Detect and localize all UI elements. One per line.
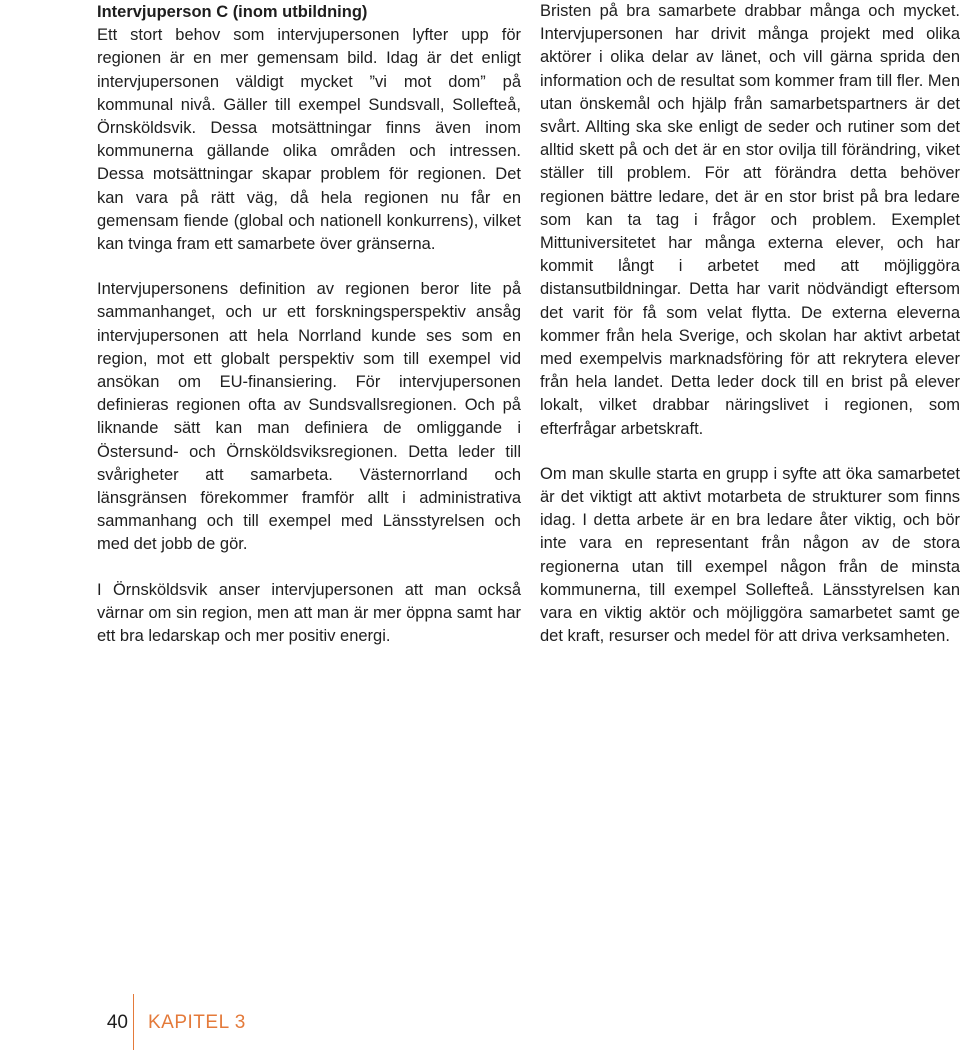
body-paragraph: Bristen på bra samarbete drabbar många och mycket. Intervjupersonen har drivit många projekt med olika aktörer i olika delar av länet, och vill gärna sprida den information och de resultat som kommer fram till fler. Men utan önskemål och hjälp från samarbetspartners är det svårt. Allting ska ske enligt de seder och rutiner som det alltid skett på och det är en stor ovilja till förändring, viket ställer till problem. För att förändra detta behöver regionen bättre ledare, det är en stor brist på bra ledare som kan ta tag i frågor och problem. Exemplet Mittuniversitetet har många externa elever, och har kommit långt i arbetet med att möjliggöra distansutbildningar. Detta har varit nödvändigt eftersom det varit för få som velat flytta. De externa eleverna kommer från hela Sverige, och skolan har aktivt arbetat med exempelvis marknadsföring för att rekrytera elever från hela landet. Detta leder dock till en brist på elever lokalt, vilket drabbar näringslivet i regionen, som efterfrågar arbetskraft. (540, 2, 960, 438)
body-paragraph: Om man skulle starta en grupp i syfte att öka samarbetet är det viktigt att aktivt motarbeta de strukturer som finns idag. I detta arbete är en bra ledare åter viktig, och bör inte vara en representant från någon av de stora regionerna utan till exempel någon från de minsta kommunerna, till exempel Sollefteå. Länsstyrelsen kan vara en viktig aktör och möjliggöra samarbetet samt ge det kraft, resurser och medel för att driva verksamheten. (540, 464, 960, 646)
chapter-label: KAPITEL 3 (148, 1012, 246, 1033)
page-number: 40 (106, 1012, 128, 1033)
footer-divider (133, 994, 134, 1050)
page-footer (0, 994, 400, 1054)
body-paragraph: Intervjupersonens definition av regionen beror lite på sammanhanget, och ur ett forskningsperspektiv ansåg intervjupersonen att hela Norrland kunde ses som en region, mot ett globalt perspektiv som till exempel vid ansökan om EU-finansiering. För intervjupersonen definieras regionen ofta av Sundsvallsregionen. Och på liknande sätt kan man definiera de omliggande i Östersund- och Örnsköldsviksregionen. Detta leder till svårigheter att samarbeta. Västernorrland och länsgränsen förekommer framför allt i administrativa sammanhang och till exempel med Länsstyrelsen och med det jobb de gör. (97, 280, 521, 554)
left-column (97, 0, 521, 648)
section-heading: Intervjuperson C (inom utbildning) (97, 3, 368, 21)
body-paragraph: Ett stort behov som intervjupersonen lyfter upp för regionen är en mer gemensam bild. Idag är det enligt intervjupersonen väldigt mycket ”vi mot dom” på kommunal nivå. Gäller till exempel Sundsvall, Sollefteå, Örnsköldsvik. Dessa motsättningar finns även inom kommunerna gällande olika områden och intressen. Dessa motsättningar skapar problem för regionen. Det kan vara på rätt väg, då hela regionen nu får en gemensam fiende (global och nationell konkurrens), vilket kan tvinga fram ett samarbete över gränserna. (97, 26, 521, 254)
right-column (540, 0, 960, 648)
body-paragraph: I Örnsköldsvik anser intervjupersonen att man också värnar om sin region, men att man är mer öppna samt har ett bra ledarskap och mer positiv energi. (97, 580, 521, 646)
